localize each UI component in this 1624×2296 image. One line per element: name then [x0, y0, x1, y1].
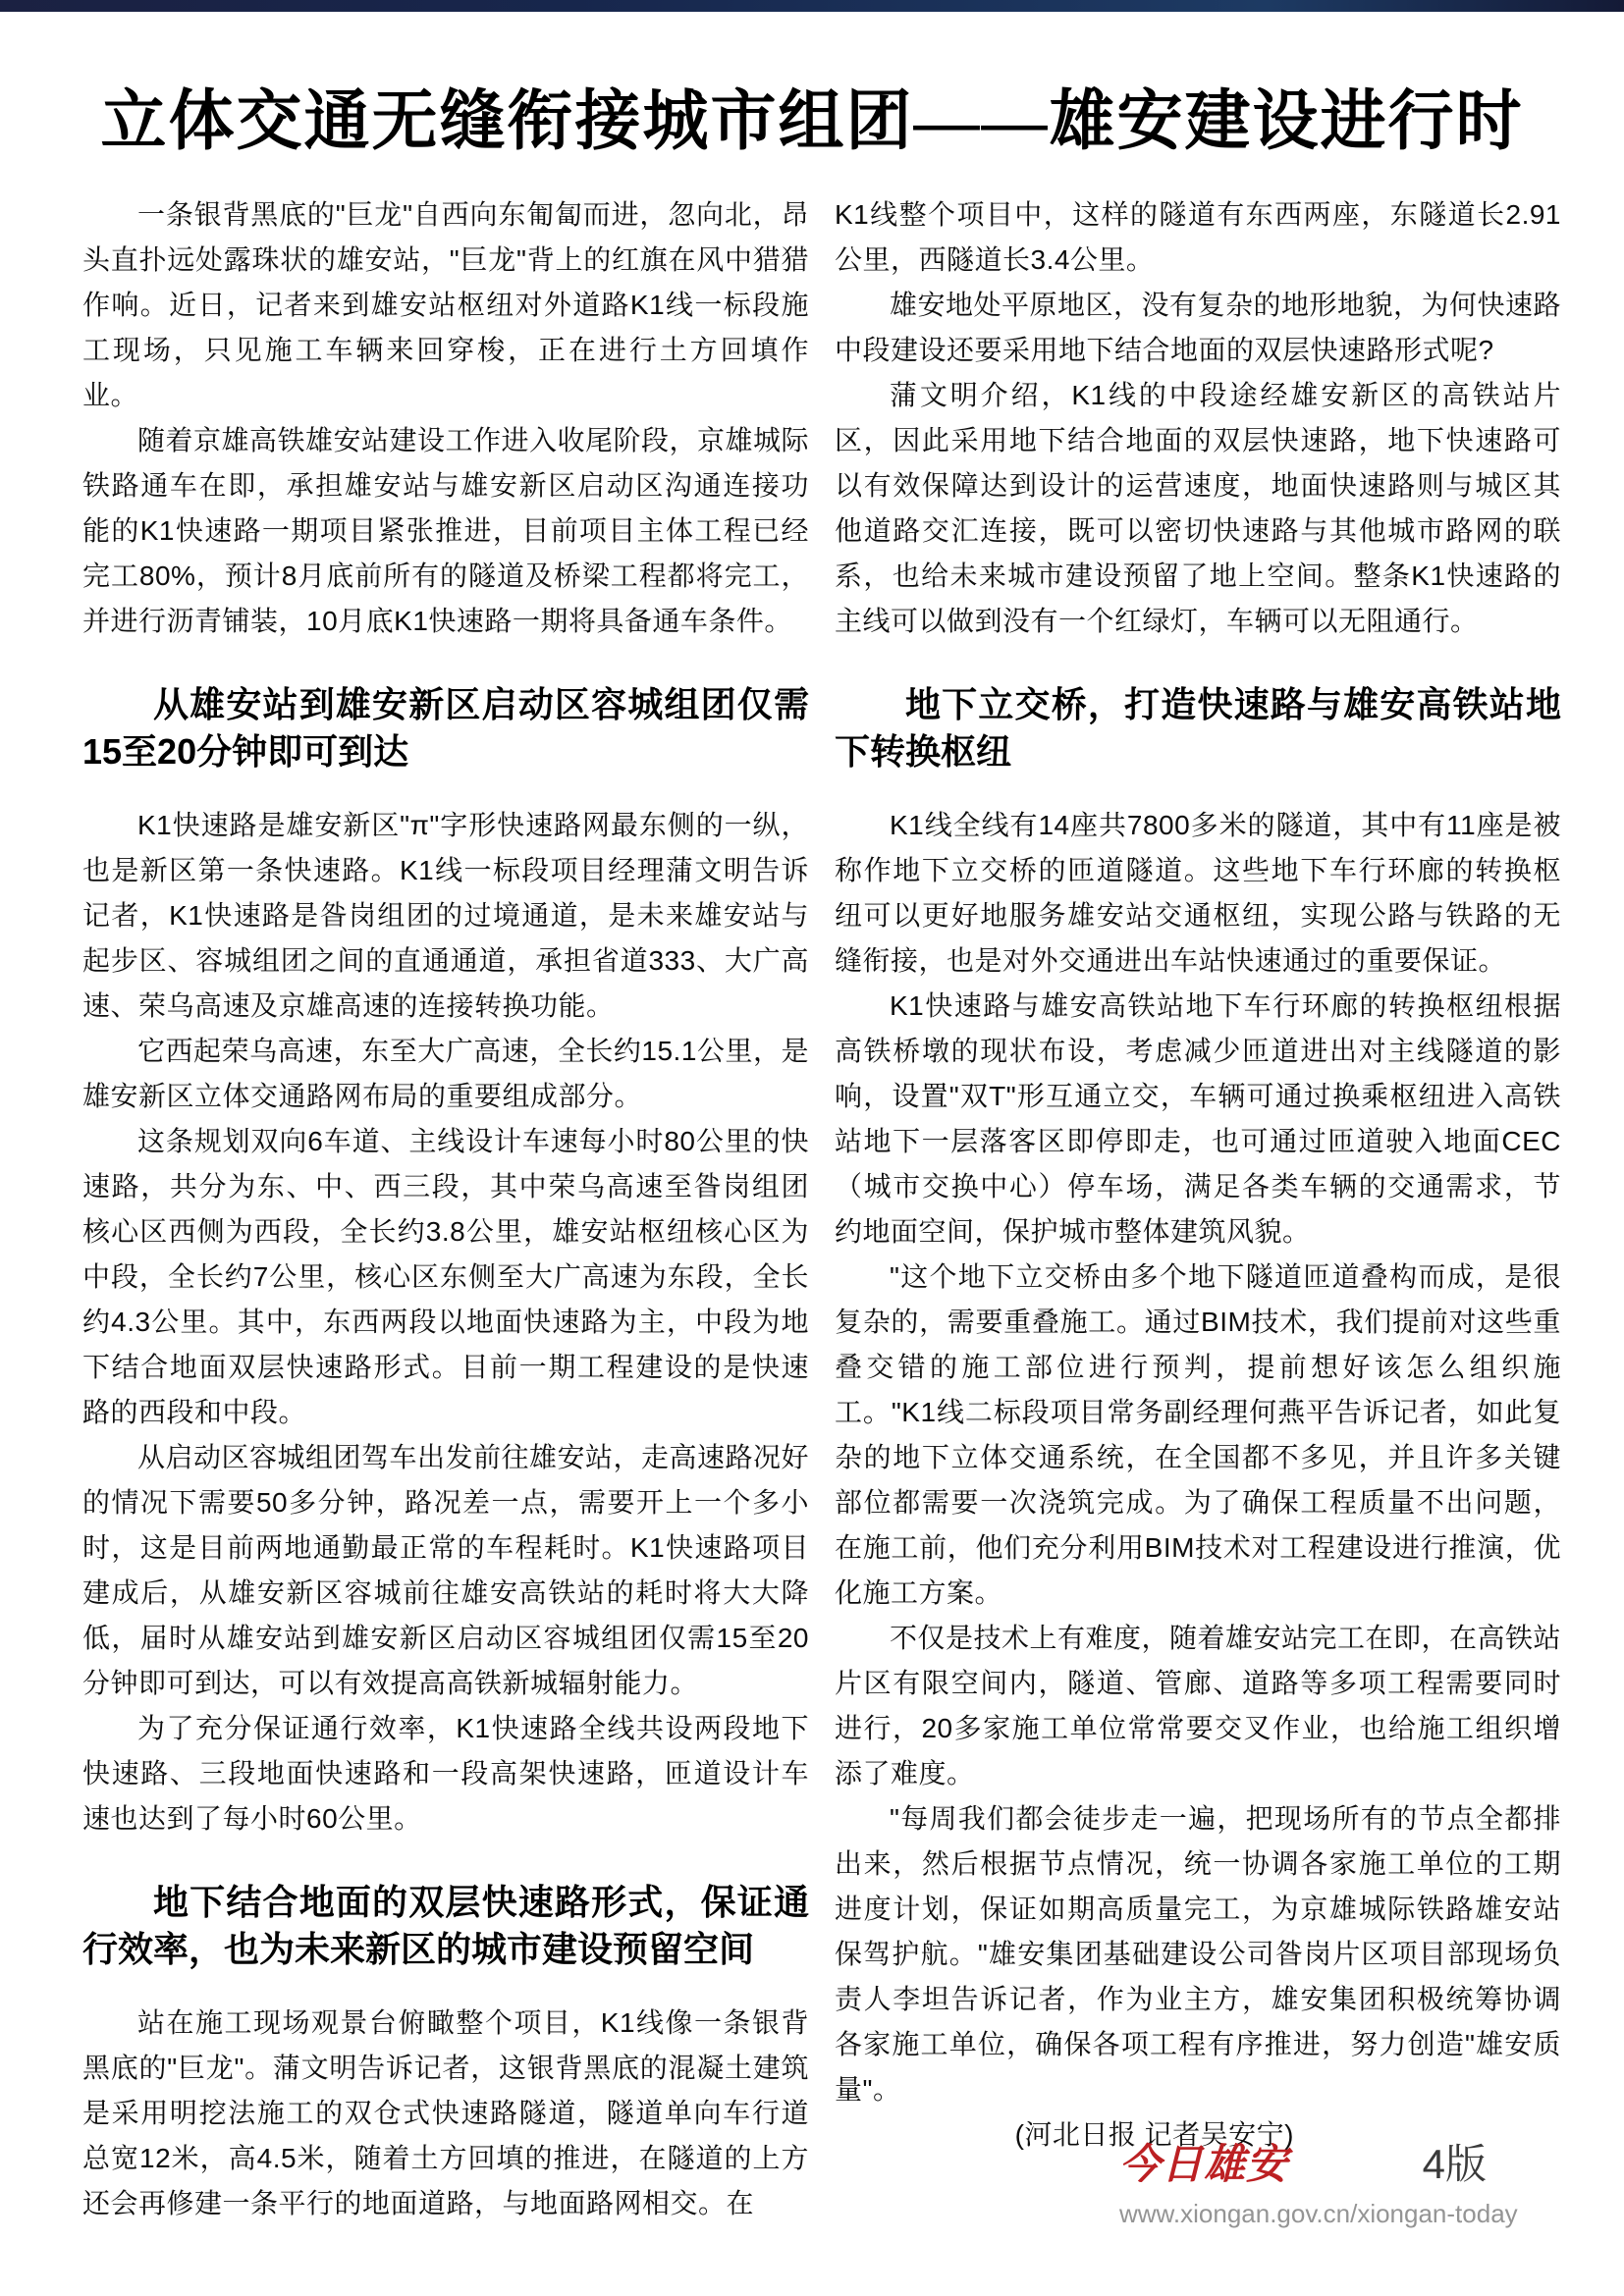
- section-subheading: 地下立交桥，打造快速路与雄安高铁站地下转换枢纽: [835, 684, 1561, 772]
- body-paragraph: K1快速路是雄安新区"π"字形快速路网最东侧的一纵，也是新区第一条快速路。K1线一标段项目经理蒲文明告诉记者，K1快速路是昝岗组团的过境通道，是未来雄安站与起步区、容城组团之间的直通通道，承担省道333、大广高速、荣乌高速及京雄高速的连接转换功能。: [82, 810, 809, 1021]
- body-paragraph: 它西起荣乌高速，东至大广高速，全长约15.1公里，是雄安新区立体交通路网布局的重要组成部分。: [82, 1036, 809, 1111]
- right-column: [835, 192, 1561, 2226]
- footer-masthead-row: [1119, 2132, 1487, 2191]
- section-subheading: 从雄安站到雄安新区启动区容城组团仅需15至20分钟即可到达: [82, 684, 809, 772]
- byline: (河北日报 记者吴安宁): [1014, 2119, 1294, 2150]
- section-subheading: 地下结合地面的双层快速路形式，保证通行效率，也为未来新区的城市建设预留空间: [82, 1882, 809, 1969]
- masthead-logo: 今日雄安: [1119, 2143, 1289, 2188]
- body-paragraph: "这个地下立交桥由多个地下隧道匝道叠构而成，是很复杂的，需要重叠施工。通过BIM技术，我们提前对这些重叠交错的施工部位进行预判，提前想好该怎么组织施工。"K1线二标段项目常务副经理何燕平告诉记者，如此复杂的地下立体交通系统，在全国都不多见，并且许多关键部位都需要一次浇筑完成。为了确保工程质量不出问题，在施工前，他们充分利用BIM技术对工程建设进行推演，优化施工方案。: [835, 1261, 1561, 1608]
- body-paragraph: 一条银背黑底的"巨龙"自西向东匍匐而进，忽向北，昂头直扑远处露珠状的雄安站，"巨龙"背上的红旗在风中猎猎作响。近日，记者来到雄安站枢纽对外道路K1线一标段施工现场，只见施工车辆来回穿梭，正在进行土方回填作业。: [82, 199, 809, 410]
- body-paragraph: 这条规划双向6车道、主线设计车速每小时80公里的快速路，共分为东、中、西三段，其中荣乌高速至昝岗组团核心区西侧为西段，全长约3.8公里，雄安站枢纽核心区为中段，全长约7公里，核心区东侧至大广高速为东段，全长约4.3公里。其中，东西两段以地面快速路为主，中段为地下结合地面双层快速路形式。目前一期工程建设的是快速路的西段和中段。: [82, 1126, 809, 1427]
- body-paragraph: 从启动区容城组团驾车出发前往雄安站，走高速路况好的情况下需要50多分钟，路况差一点，需要开上一个多小时，这是目前两地通勤最正常的车程耗时。K1快速路项目建成后，从雄安新区容城前往雄安高铁站的耗时将大大降低，届时从雄安站到雄安新区启动区容城组团仅需15至20分钟即可到达，可以有效提高高铁新城辐射能力。: [82, 1442, 810, 1698]
- body-paragraph: 随着京雄高铁雄安站建设工作进入收尾阶段，京雄城际铁路通车在即，承担雄安站与雄安新区启动区沟通连接功能的K1快速路一期项目紧张推进，目前项目主体工程已经完工80%，预计8月底前所有的隧道及桥梁工程都将完工，并进行沥青铺装，10月底K1快速路一期将具备通车条件。: [82, 425, 810, 636]
- top-accent-bar: [0, 0, 1624, 12]
- body-paragraph: K1线全线有14座共7800多米的隧道，其中有11座是被称作地下立交桥的匝道隧道。这些地下车行环廊的转换枢纽可以更好地服务雄安站交通枢纽，实现公路与铁路的无缝衔接，也是对外交通进出车站快速通过的重要保证。: [835, 810, 1561, 976]
- body-paragraph: 蒲文明介绍，K1线的中段途经雄安新区的高铁站片区，因此采用地下结合地面的双层快速路，地下快速路可以有效保障达到设计的运营速度，地面快速路则与城区其他道路交汇连接，既可以密切快速路与其他城市路网的联系，也给未来城市建设预留了地上空间。整条K1快速路的主线可以做到没有一个红绿灯，车辆可以无阻通行。: [835, 380, 1561, 636]
- body-paragraph: 雄安地处平原地区，没有复杂的地形地貌，为何快速路中段建设还要采用地下结合地面的双层快速路形式呢?: [835, 290, 1562, 365]
- body-paragraph: K1快速路与雄安高铁站地下车行环廊的转换枢纽根据高铁桥墩的现状布设，考虑减少匝道进出对主线隧道的影响，设置"双T"形互通立交，车辆可通过换乘枢纽进入高铁站地下一层落客区即停即走，也可通过匝道驶入地面CEC（城市交换中心）停车场，满足各类车辆的交通需求，节约地面空间，保护城市整体建筑风貌。: [835, 990, 1561, 1247]
- body-paragraph: K1线整个项目中，这样的隧道有东西两座，东隧道长2.91公里，西隧道长3.4公里。: [835, 199, 1561, 275]
- footer-url: www.xiongan.gov.cn/xiongan-today: [1119, 2199, 1518, 2228]
- body-paragraph: 站在施工现场观景台俯瞰整个项目，K1线像一条银背黑底的"巨龙"。蒲文明告诉记者，这银背黑底的混凝土建筑是采用明挖法施工的双仓式快速路隧道，隧道单向车行道总宽12米，高4.5米，随着土方回填的推进，在隧道的上方还会再修建一条平行的地面道路，与地面路网相交。在: [82, 2007, 809, 2218]
- body-paragraph: "每周我们都会徒步走一遍，把现场所有的节点全都排出来，然后根据节点情况，统一协调各家施工单位的工期进度计划，保证如期高质量完工，为京雄城际铁路雄安站保驾护航。"雄安集团基础建设公司昝岗片区项目部现场负责人李坦告诉记者，作为业主方，雄安集团积极统筹协调各家施工单位，确保各项工程有序推进，努力创造"雄安质量"。: [835, 1803, 1561, 2105]
- page-number: 4版: [1422, 2141, 1487, 2187]
- article-title: 立体交通无缝衔接城市组团——雄安建设进行时: [100, 85, 1524, 158]
- article-body: [82, 192, 1561, 2226]
- left-column: [82, 192, 809, 2226]
- footer: [1119, 2132, 1518, 2229]
- body-paragraph: 为了充分保证通行效率，K1快速路全线共设两段地下快速路、三段地面快速路和一段高架快速路，匝道设计车速也达到了每小时60公里。: [82, 1713, 809, 1834]
- body-paragraph: 不仅是技术上有难度，随着雄安站完工在即，在高铁站片区有限空间内，隧道、管廊、道路等多项工程需要同时进行，20多家施工单位常常要交叉作业，也给施工组织增添了难度。: [835, 1623, 1562, 1789]
